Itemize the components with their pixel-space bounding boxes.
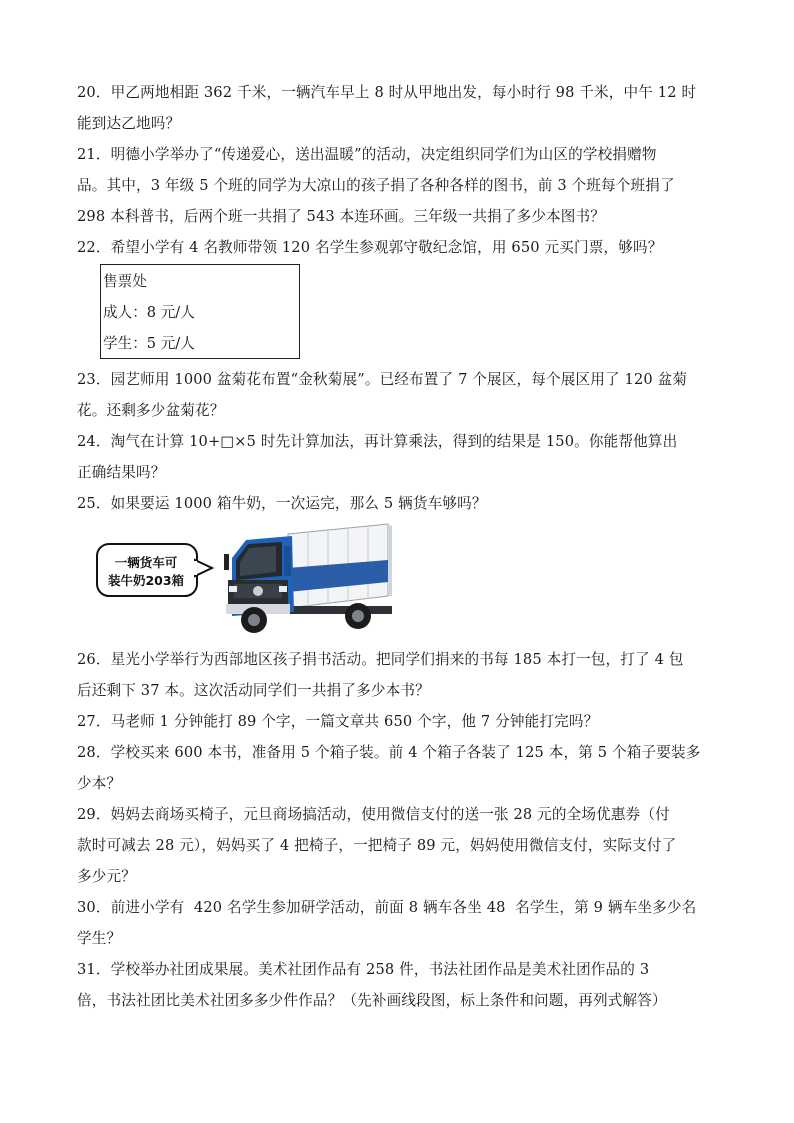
question-21: 21．明德小学举办了“传递爱心，送出温暖”的活动，决定组织同学们为山区的学校捐赠物 品。其中，3 年级 5 个班的同学为大凉山的孩子捐了各种各样的图书，前 3 个班每个班捐了 298 本科普书，后两个班一共捐了 543 本连环画。三年级一共捐了多少本图书？ [77,146,675,225]
truck-icon [224,524,392,633]
question-23: 23．园艺师用 1000 盆菊花布置“金秋菊展”。已经布置了 7 个展区，每个展区用了 120 盆菊 花。还剩多少盆菊花？ [77,371,688,419]
ticket-title: 售票处 [103,273,147,290]
question-25: 25．如果要运 1000 箱牛奶，一次运完，那么 5 辆货车够吗？ [77,495,487,512]
truck-figure [96,520,396,638]
bubble-line-2: 装牛奶203箱 [107,573,185,588]
question-24: 24．淘气在计算 10+□×5 时先计算加法，再计算乘法，得到的结果是 150。你能帮他算出 正确结果吗？ [77,433,678,481]
question-28: 28．学校买来 600 本书，准备用 5 个箱子装。前 4 个箱子各装了 125 本，第 5 个箱子要装多 少本？ [77,744,701,792]
question-20: 20．甲乙两地相距 362 千米，一辆汽车早上 8 时从甲地出发，每小时行 98 千米，中午 12 时 能到达乙地吗？ [77,84,697,132]
question-29: 29．妈妈去商场买椅子，元旦商场搞活动，使用微信支付的送一张 28 元的全场优惠券（付 款时可减去 28 元），妈妈买了 4 把椅子，一把椅子 89 元，妈妈使用微信支付，实际支付了 多少元？ [77,806,677,885]
question-31: 31．学校举办社团成果展。美术社团作品有 258 件，书法社团作品是美术社团作品的 3 倍，书法社团比美术社团多多少件作品？（先补画线段图，标上条件和问题，再列式解答） [77,961,667,1009]
ticket-adult-price: 成人：8 元/人 [103,304,195,321]
ticket-box [100,264,300,359]
bubble-line-1: 一辆货车可 [114,555,178,570]
question-22: 22．希望小学有 4 名教师带领 120 名学生参观郭守敬纪念馆，用 650 元买门票，够吗？ [77,239,663,256]
question-27: 27．马老师 1 分钟能打 89 个字，一篇文章共 650 个字，他 7 分钟能打完吗？ [77,713,599,730]
question-30: 30．前进小学有 420 名学生参加研学活动，前面 8 辆车各坐 48 名学生，第 9 辆车坐多少名 学生？ [77,899,697,947]
ticket-student-price: 学生：5 元/人 [103,335,195,352]
question-26: 26．星光小学举行为西部地区孩子捐书活动。把同学们捐来的书每 185 本打一包，打了 4 包 后还剩下 37 本。这次活动同学们一共捐了多少本书？ [77,651,684,699]
